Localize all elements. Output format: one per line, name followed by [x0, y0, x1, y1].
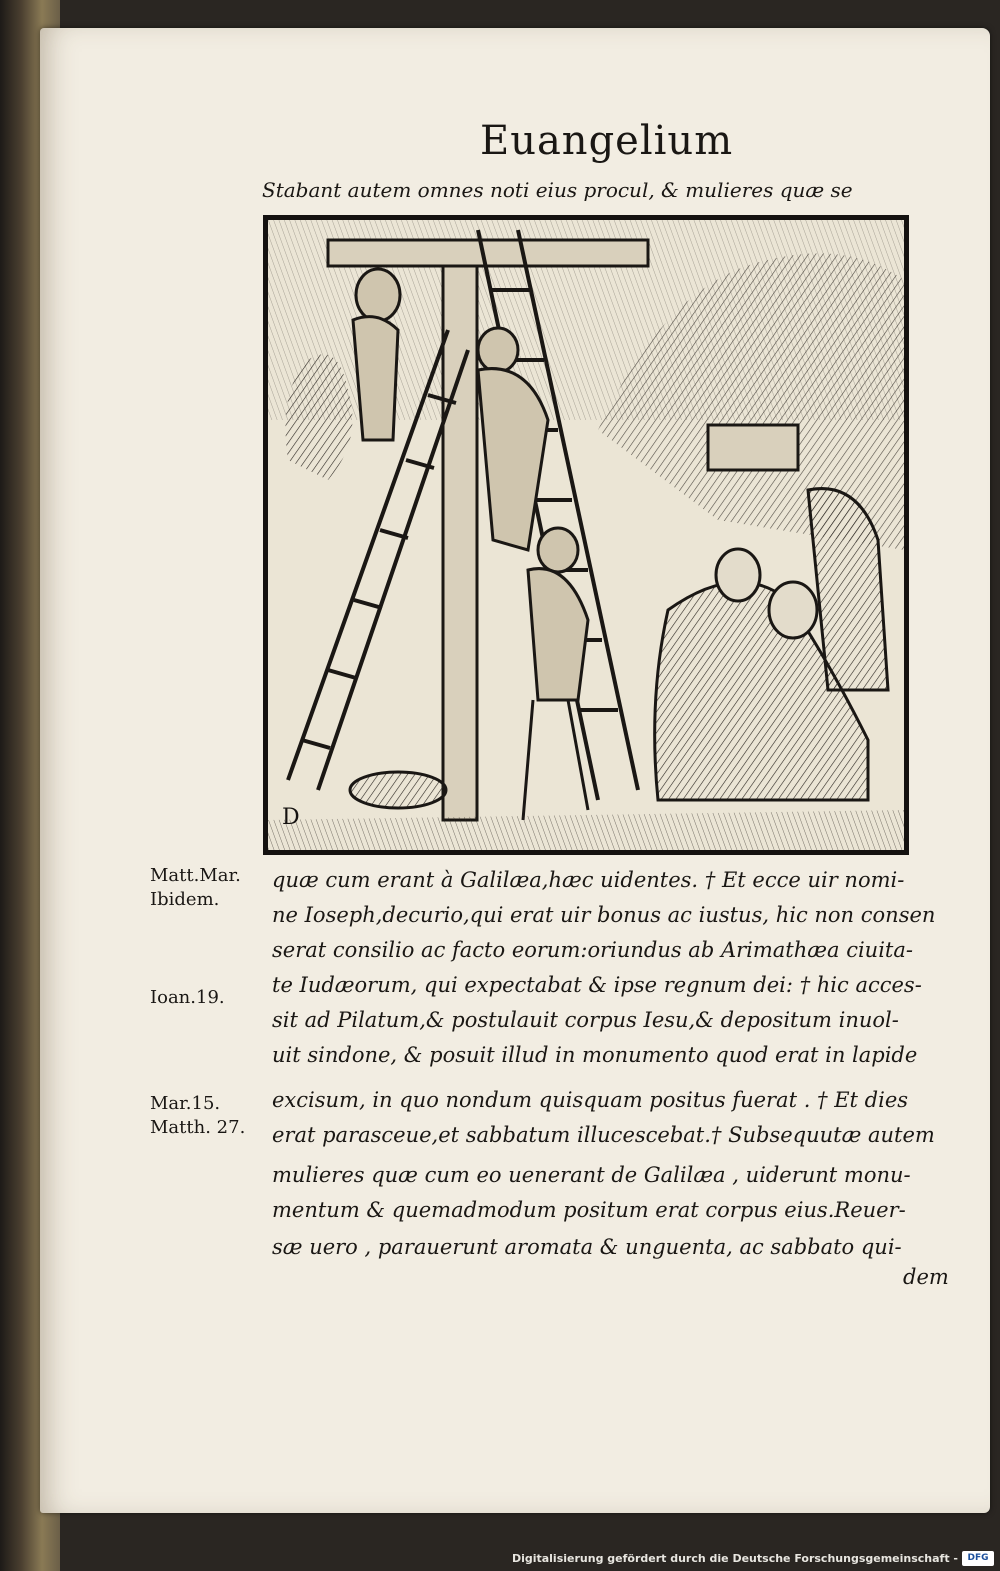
body-line: sæ uero , parauerunt aromata & unguenta, ac sabbato qui- — [272, 1235, 902, 1259]
woodcut-illustration — [263, 215, 909, 855]
body-line: sit ad Pilatum,& postulauit corpus Iesu,& depositum inuol- — [272, 1008, 899, 1032]
body-line: quæ cum erant à Galilæa,hæc uidentes. † Et ecce uir nomi- — [272, 868, 905, 892]
margin-note: Ioan.19. — [150, 987, 225, 1008]
running-title: Euangelium — [480, 118, 734, 164]
body-line: excisum, in quo nondum quisquam positus fuerat . † Et dies — [272, 1088, 909, 1112]
catchline-text: Stabant autem omnes noti eius procul, & mulieres quæ se — [262, 178, 853, 202]
body-line: mulieres quæ cum eo uenerant de Galilæa , uiderunt monu- — [272, 1163, 911, 1187]
body-line: erat parasceue,et sabbatum illucescebat.† Subsequutæ autem — [272, 1123, 935, 1147]
body-line: mentum & quemadmodum positum erat corpus eius.Reuer- — [272, 1198, 906, 1222]
woodcut-image — [268, 220, 904, 850]
margin-note: Mar.15. Matth. 27. — [150, 1093, 246, 1138]
footer-credit-text: Digitalisierung gefördert durch die Deutsche Forschungsgemeinschaft - — [511, 1552, 958, 1565]
woodcut-monogram: D — [282, 805, 300, 830]
body-line: serat consilio ac facto eorum:oriundus ab Arimathæa ciuita- — [272, 938, 913, 962]
body-line: te Iudæorum, qui expectabat & ipse regnum dei: † hic acces- — [272, 973, 922, 997]
catchword: dem — [903, 1265, 949, 1289]
body-line: uit sindone, & posuit illud in monumento quod erat in lapide — [272, 1043, 918, 1067]
margin-note: Matt.Mar. Ibidem. — [150, 865, 241, 910]
body-line: ne Ioseph,decurio,qui erat uir bonus ac iustus, hic non consen — [272, 903, 936, 927]
dfg-logo: DFG — [962, 1551, 994, 1566]
digitization-footer — [0, 1548, 1000, 1571]
